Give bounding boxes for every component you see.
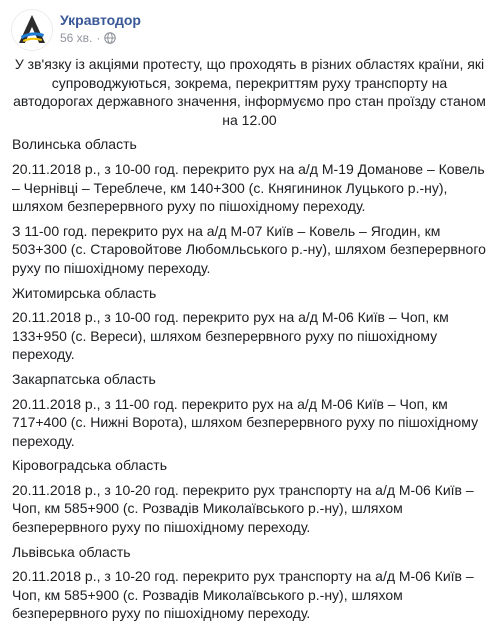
traffic-report: З 11-00 год. перекрито рух на а/д М-07 Київ – Ковель – Ягодин, км 503+300 (с. Старовойтове Любомльського р.-ну), шляхом безперервного руху по пішохідному переходу. bbox=[12, 222, 486, 276]
region-name: Закарпатська область bbox=[12, 370, 156, 387]
ukravtodor-logo-icon bbox=[12, 10, 52, 50]
traffic-report: 20.11.2018 р., з 10-00 год. перекрито рух на а/д М-19 Доманове – Ковель – Чернівці – Тереблече, км 140+300 (с. Княгининок Луцького р.-ну), шляхом безперервного руху по пішохідному переходу. bbox=[12, 160, 485, 215]
post-intro: У зв'язку із акціями протесту, що проходять в різних областях країни, які супроводжуються, зокрема, перекриттям руху транспорту на автодорогах державного значення, інформуємо про стан проїзду станом на 12.00 bbox=[13, 56, 486, 128]
region-sections bbox=[12, 135, 487, 623]
post-author[interactable]: Укравтодор bbox=[60, 12, 141, 28]
region-name: Волинська область bbox=[12, 136, 137, 153]
region-section bbox=[12, 135, 487, 277]
post-header bbox=[12, 10, 482, 50]
traffic-report: 20.11.2018 р., з 10-00 год. перекрито рух на а/д М-06 Київ – Чоп, км 133+950 (с. Вереси), шляхом безперервного руху по пішохідному переходу. bbox=[12, 309, 449, 363]
avatar[interactable] bbox=[12, 10, 52, 50]
post-text bbox=[12, 55, 487, 629]
meta-separator: · bbox=[96, 31, 101, 45]
traffic-report: 20.11.2018 р., з 10-20 год. перекрито рух транспорту на а/д М-06 Київ – Чоп, км 585+900 (с. Розвадів Миколаївського р.-ну), шляхом безперервного руху по пішохідному переходу. bbox=[12, 568, 474, 622]
globe-icon[interactable] bbox=[104, 32, 116, 44]
region-name: Львівська область bbox=[12, 543, 131, 560]
post-meta bbox=[60, 31, 116, 45]
traffic-report: 20.11.2018 р., з 10-20 год. перекрито рух транспорту на а/д М-06 Київ – Чоп, км 585+900 (с. Розвадів Миколаївського р.-ну), шляхом безперервного руху по пішохідному переходу. bbox=[12, 481, 474, 536]
region-section bbox=[12, 456, 487, 536]
region-section bbox=[12, 543, 487, 623]
region-name: Кіровоградська область bbox=[12, 457, 167, 474]
traffic-report: 20.11.2018 р., з 11-00 год. перекрито рух на а/д М-06 Київ – Чоп, км 717+400 (с. Нижні Ворота), шляхом безперервного руху по пішохідному переходу. bbox=[12, 395, 479, 449]
region-name: Житомирська область bbox=[12, 284, 157, 301]
post-timestamp[interactable]: 56 хв. bbox=[60, 31, 93, 45]
region-section bbox=[12, 284, 487, 364]
region-section bbox=[12, 370, 487, 450]
